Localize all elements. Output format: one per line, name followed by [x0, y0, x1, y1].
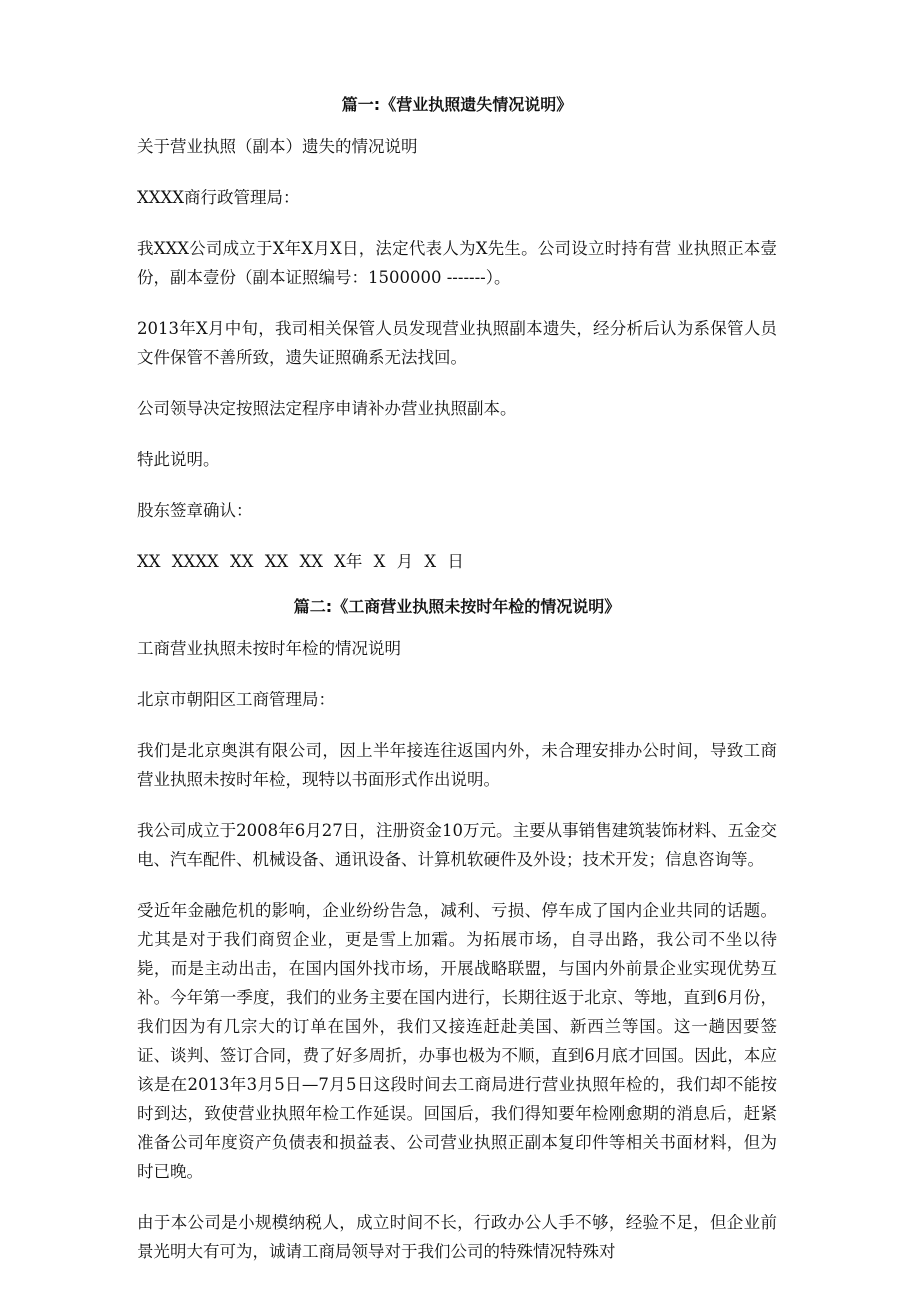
section-1-paragraph-company: 我XXX公司成立于X年X月X日，法定代表人为X先生。公司设立时持有营 业执照正本壹份，副本壹份（副本证照编号：1500000 -------）。 [137, 239, 777, 287]
section-1-paragraph-decision: 公司领导决定按照法定程序申请补办营业执照副本。 [137, 399, 517, 418]
section-2-paragraph-request: 由于本公司是小规模纳税人，成立时间不长，行政办公人手不够，经验不足，但企业前景光明大有可为，诚请工商局领导对于我们公司的特殊情况特殊对 [137, 1213, 777, 1261]
section-1-title-line: 关于营业执照（副本）遗失的情况说明 [137, 137, 418, 156]
section-2-paragraph-company: 我公司成立于2008年6月27日，注册资金10万元。主要从事销售建筑装饰材料、五金交电、汽车配件、机械设备、通讯设备、计算机软硬件及外设；技术开发；信息咨询等。 [137, 821, 777, 869]
section-1-heading: 篇一:《营业执照遗失情况说明》 [341, 95, 573, 114]
section-1-paragraph-loss: 2013年X月中旬，我司相关保管人员发现营业执照副本遗失，经分析后认为系保管人员文件保管不善所致，遗失证照确系无法找回。 [137, 319, 777, 367]
section-2-heading: 篇二:《工商营业执照未按时年检的情况说明》 [293, 597, 621, 616]
section-2-paragraph-intro: 我们是北京奥淇有限公司，因上半年接连往返国内外，未合理安排办公时间，导致工商营业执照未按时年检，现特以书面形式作出说明。 [137, 741, 777, 789]
section-1-date-line: XX XXXX XX XX XX X年 X 月 X 日 [137, 552, 464, 571]
document-body [137, 92, 777, 1288]
section-1-signature-label: 股东签章确认： [137, 501, 253, 520]
section-2-paragraph-reason: 受近年金融危机的影响，企业纷纷告急，减利、亏损、停车成了国内企业共同的话题。尤其是对于我们商贸企业，更是雪上加霜。为拓展市场，自寻出路，我公司不坐以待毙，而是主动出击，在国内国外找市场，开展战略联盟，与国内外前景企业实现优势互补。今年第一季度，我们的业务主要在国内进行，长期往返于北京、等地，直到6月份，我们因为有几宗大的订单在国外，我们又接连赶赴美国、新西兰等国。这一趟因要签证、谈判、签订合同，费了好多周折，办事也极为不顺，直到6月底才回国。因此，本应该是在2013年3月5日—7月5日这段时间去工商局进行营业执照年检的，我们却不能按时到达，致使营业执照年检工作延误。回国后，我们得知要年检刚愈期的消息后，赶紧准备公司年度资产负债表和损益表、公司营业执照正副本复印件等相关书面材料，但为时已晚。 [137, 901, 777, 1181]
section-2-title-line: 工商营业执照未按时年检的情况说明 [137, 639, 401, 658]
section-1-closing: 特此说明。 [137, 450, 220, 469]
section-2-addressee: 北京市朝阳区工商管理局： [137, 690, 335, 709]
section-1-addressee: XXXX商行政管理局： [137, 188, 300, 207]
